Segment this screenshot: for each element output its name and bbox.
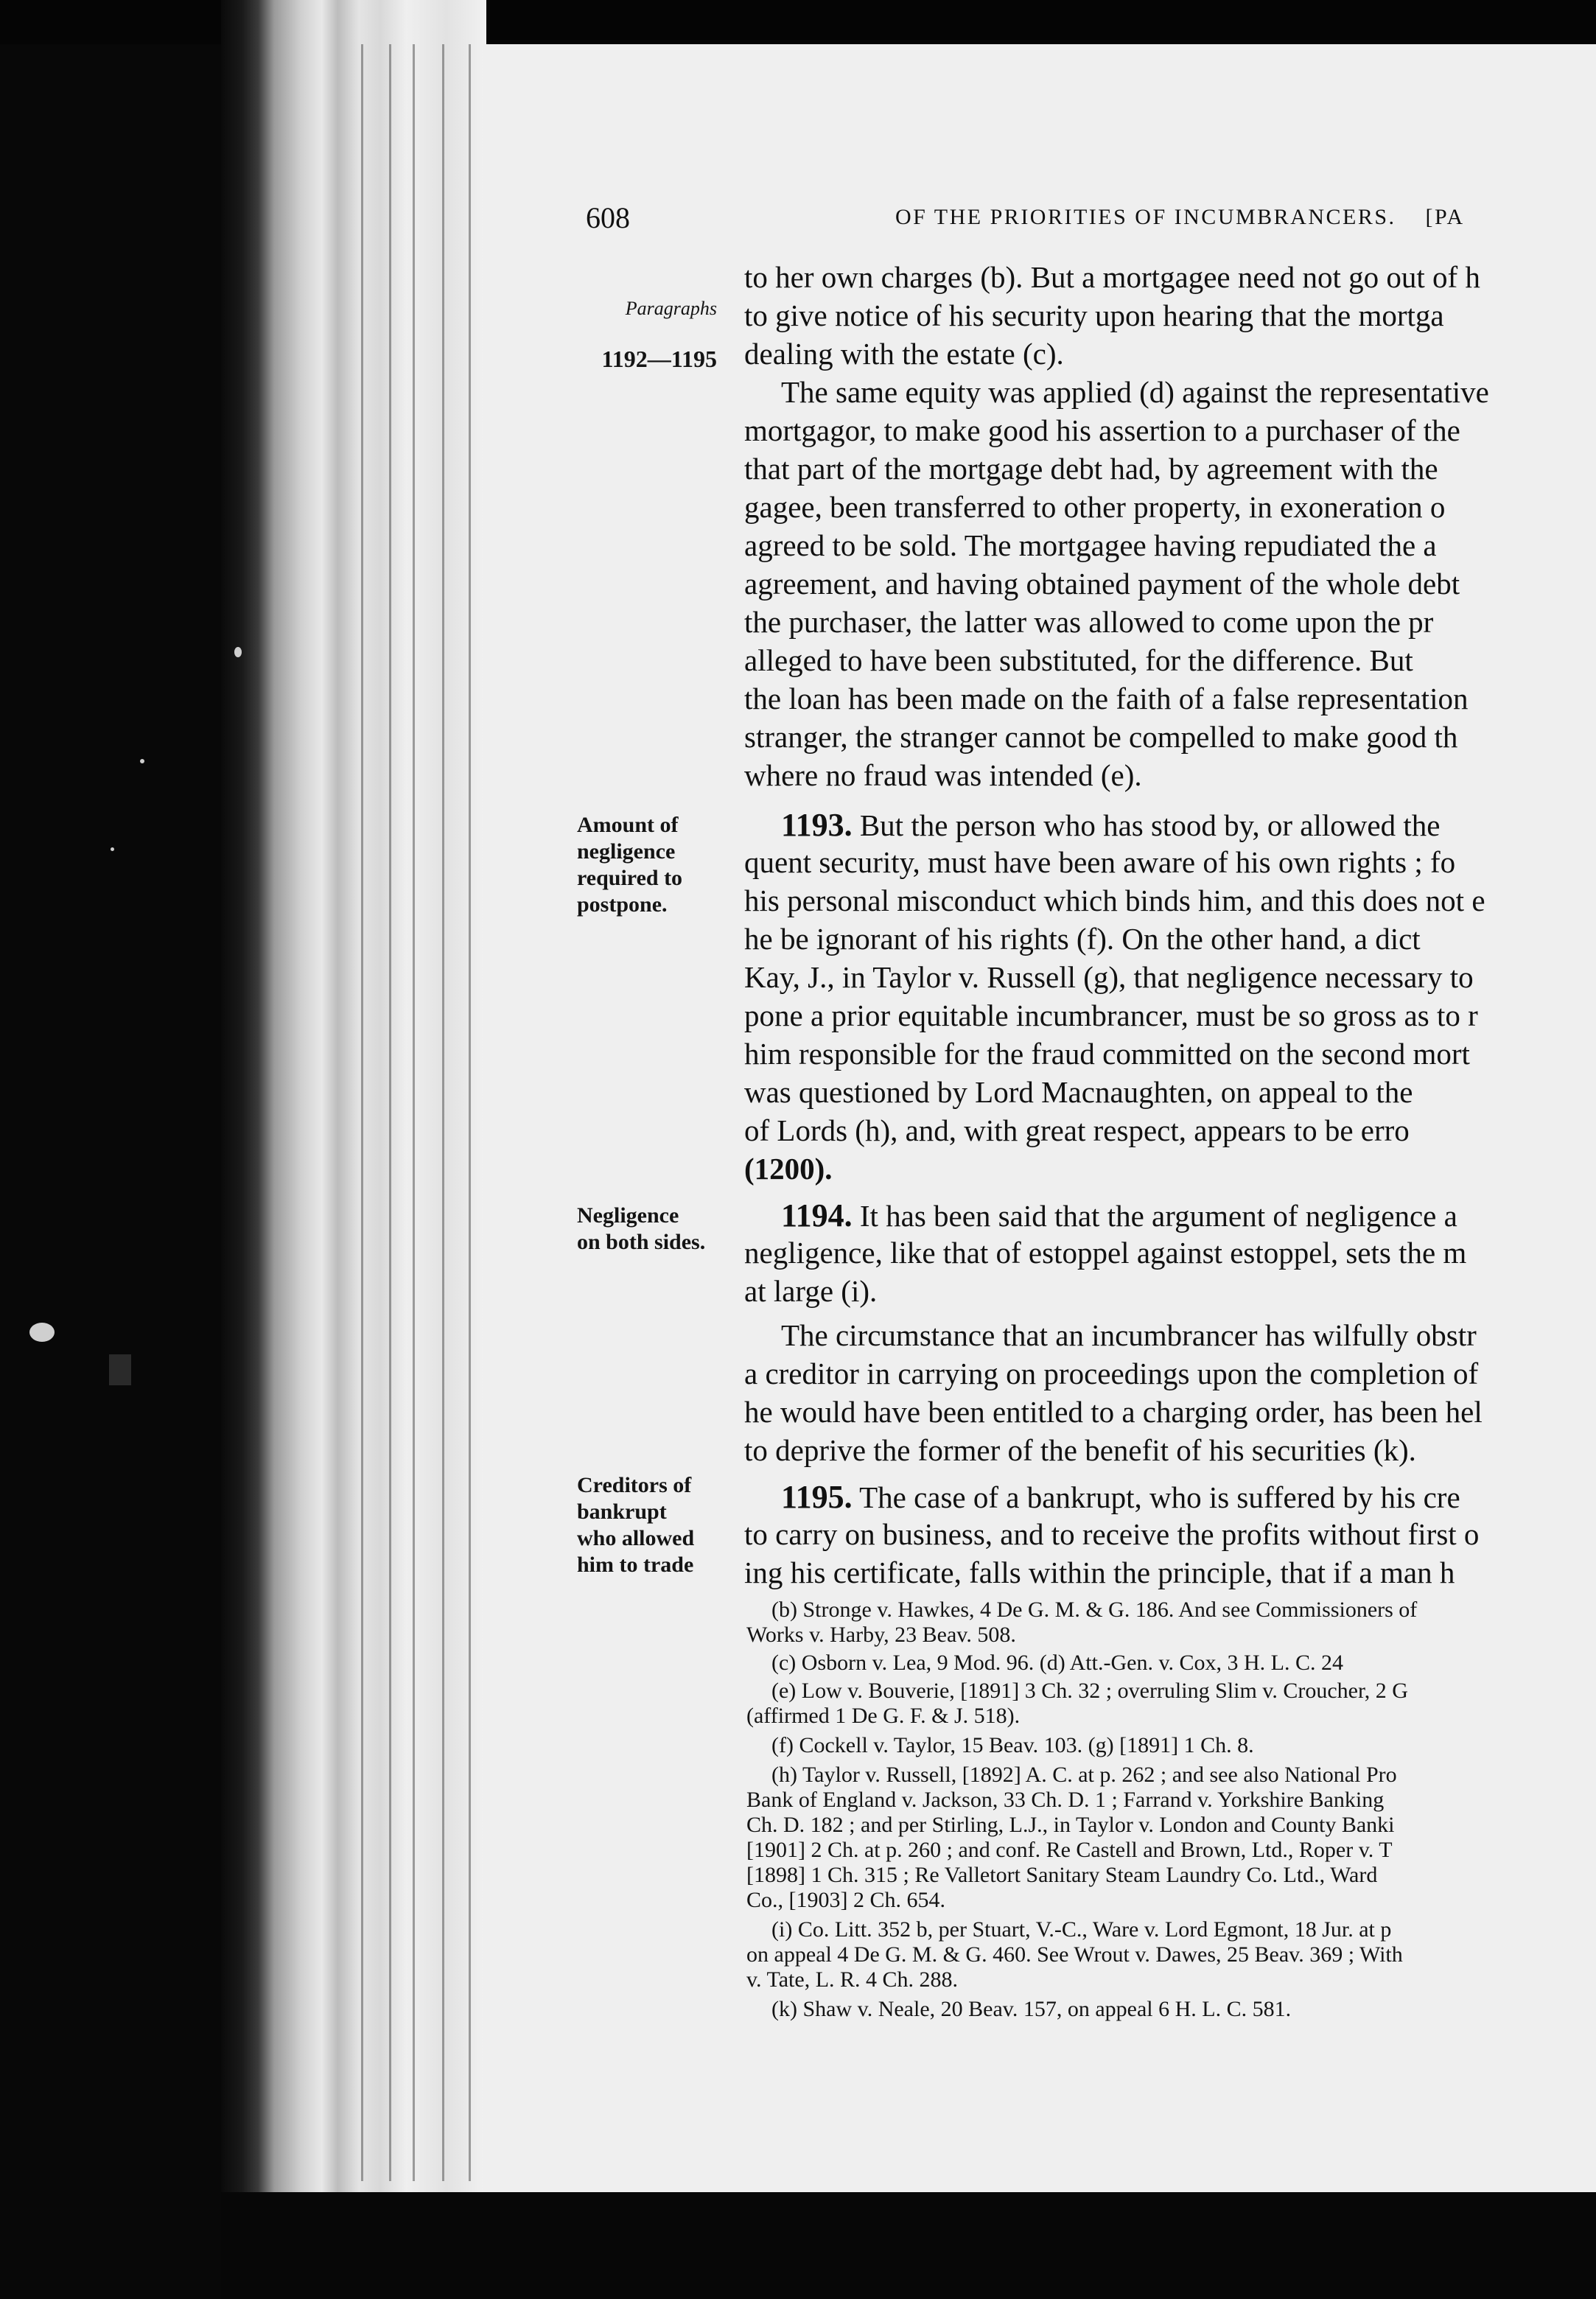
body-line: his personal misconduct which binds him, and this does not e (744, 883, 1485, 917)
body-line: pone a prior equitable incumbrancer, must be so gross as to r (744, 998, 1478, 1032)
footnote-line: (b) Stronge v. Hawkes, 4 De G. M. & G. 186. And see Commissioners of (771, 1598, 1418, 1622)
scan-speck (140, 759, 144, 763)
body-line: (1200). (744, 1152, 833, 1186)
margin-note-negligence-both-sides: Negligence on both sides. (577, 1203, 706, 1254)
body-line: Kay, J., in Taylor v. Russell (g), that negligence necessary to (744, 960, 1474, 994)
paragraph-1194-start: 1194. It has been said that the argument of negligence a (781, 1197, 1457, 1234)
body-line: where no fraud was intended (e). (744, 758, 1142, 792)
body-line: dealing with the estate (c). (744, 337, 1064, 371)
footnote-line: v. Tate, L. R. 4 Ch. 288. (746, 1967, 959, 1992)
body-line: the purchaser, the latter was allowed to come upon the pr (744, 605, 1434, 639)
body-line: ing his certificate, falls within the principle, that if a man h (744, 1556, 1455, 1589)
page-edge-line (442, 44, 444, 2181)
footnote-line: (i) Co. Litt. 352 b, per Stuart, V.-C., Ware v. Lord Egmont, 18 Jur. at p (771, 1917, 1392, 1942)
footnote-line: Ch. D. 182 ; and per Stirling, L.J., in Taylor v. London and County Banki (746, 1813, 1395, 1837)
scan-tab-mark (109, 1354, 131, 1385)
scan-speck (234, 647, 242, 657)
page-edge-line (389, 44, 391, 2181)
paragraph-number: 1193. (781, 807, 853, 843)
paragraph-number: 1195. (781, 1479, 853, 1515)
footnote-line: Co., [1903] 2 Ch. 654. (746, 1888, 945, 1912)
page-edge-line (361, 44, 363, 2181)
paragraph-1193-start: 1193. But the person who has stood by, or allowed the (781, 807, 1441, 843)
paragraph-number: 1194. (781, 1197, 853, 1234)
running-head (586, 200, 1596, 237)
running-title-tail: [PA (1425, 205, 1465, 229)
page-edge-line (469, 44, 471, 2181)
margin-paragraphs-label: Paragraphs (625, 298, 717, 319)
body-line: at large (i). (744, 1274, 878, 1308)
running-title-text: OF THE PRIORITIES OF INCUMBRANCERS. (895, 205, 1396, 229)
body-line: was questioned by Lord Macnaughten, on appeal to the (744, 1075, 1413, 1109)
footnote-line: [1898] 1 Ch. 315 ; Re Valletort Sanitary Steam Laundry Co. Ltd., Ward (746, 1863, 1378, 1887)
page-edge-line (413, 44, 415, 2181)
body-line: him responsible for the fraud committed on the second mort (744, 1037, 1470, 1071)
body-line: that part of the mortgage debt had, by agreement with the (744, 452, 1438, 486)
body-line: mortgagor, to make good his assertion to a purchaser of the (744, 413, 1460, 447)
body-line: agreed to be sold. The mortgagee having repudiated the a (744, 528, 1437, 562)
scan-speck (111, 847, 114, 851)
footnote-line: (h) Taylor v. Russell, [1892] A. C. at p. 262 ; and see also National Pro (771, 1763, 1397, 1787)
margin-note-amount-of-negligence: Amount of negligence required to postpone. (577, 813, 683, 917)
body-line: of Lords (h), and, with great respect, appears to be erro (744, 1113, 1410, 1147)
footnote-line: [1901] 2 Ch. at p. 260 ; and conf. Re Castell and Brown, Ltd., Roper v. T (746, 1838, 1393, 1862)
footnote-line: (f) Cockell v. Taylor, 15 Beav. 103. (g) [1891] 1 Ch. 8. (771, 1733, 1254, 1757)
margin-paragraphs-range (577, 271, 717, 398)
body-line: alleged to have been substituted, for the difference. But (744, 643, 1413, 677)
footnote-line: on appeal 4 De G. M. & G. 460. See Wrout v. Dawes, 25 Beav. 369 ; With (746, 1942, 1403, 1967)
footnote-line: (c) Osborn v. Lea, 9 Mod. 96. (d) Att.-Gen. v. Cox, 3 H. L. C. 24 (771, 1651, 1344, 1675)
body-line: a creditor in carrying on proceedings upon the completion of (744, 1357, 1479, 1390)
body-line: to deprive the former of the benefit of his securities (k). (744, 1433, 1416, 1467)
body-line: The circumstance that an incumbrancer has wilfully obstr (781, 1318, 1477, 1352)
body-line: to carry on business, and to receive the profits without first o (744, 1517, 1480, 1551)
body-line: the loan has been made on the faith of a false representation (744, 682, 1469, 715)
body-line: agreement, and having obtained payment of the whole debt (744, 567, 1460, 601)
footnote-line: (affirmed 1 De G. F. & J. 518). (746, 1704, 1021, 1728)
paragraph-1195-start: 1195. The case of a bankrupt, who is suffered by his cre (781, 1479, 1460, 1515)
body-line: to give notice of his security upon hearing that the mortga (744, 298, 1444, 332)
body-line: he would have been entitled to a charging order, has been hel (744, 1395, 1483, 1429)
margin-paragraphs-numbers: 1192—1195 (601, 346, 717, 372)
footnote-line: (k) Shaw v. Neale, 20 Beav. 157, on appeal 6 H. L. C. 581. (771, 1997, 1292, 2021)
running-title (895, 205, 1465, 230)
footnote-line: Works v. Harby, 23 Beav. 508. (746, 1623, 1016, 1647)
footnote-line: (e) Low v. Bouverie, [1891] 3 Ch. 32 ; overruling Slim v. Croucher, 2 G (771, 1679, 1408, 1703)
body-line: gagee, been transferred to other property, in exoneration o (744, 490, 1446, 524)
body-line: quent security, must have been aware of his own rights ; fo (744, 845, 1456, 879)
body-line: he be ignorant of his rights (f). On the other hand, a dict (744, 922, 1421, 956)
scan-bottom-border (221, 2192, 1596, 2299)
footnote-line: Bank of England v. Jackson, 33 Ch. D. 1 ; Farrand v. Yorkshire Banking (746, 1788, 1385, 1812)
page-number: 608 (586, 201, 630, 234)
margin-note-creditors-of-bankrupt: Creditors of bankrupt who allowed him to trade (577, 1473, 695, 1577)
scan-speck (29, 1323, 55, 1342)
book-page-edges (221, 0, 486, 2225)
body-line: The same equity was applied (d) against the representative (781, 375, 1489, 409)
body-line: to her own charges (b). But a mortgagee need not go out of h (744, 260, 1480, 294)
body-line: stranger, the stranger cannot be compelled to make good th (744, 720, 1458, 754)
body-line: negligence, like that of estoppel against estoppel, sets the m (744, 1236, 1467, 1270)
